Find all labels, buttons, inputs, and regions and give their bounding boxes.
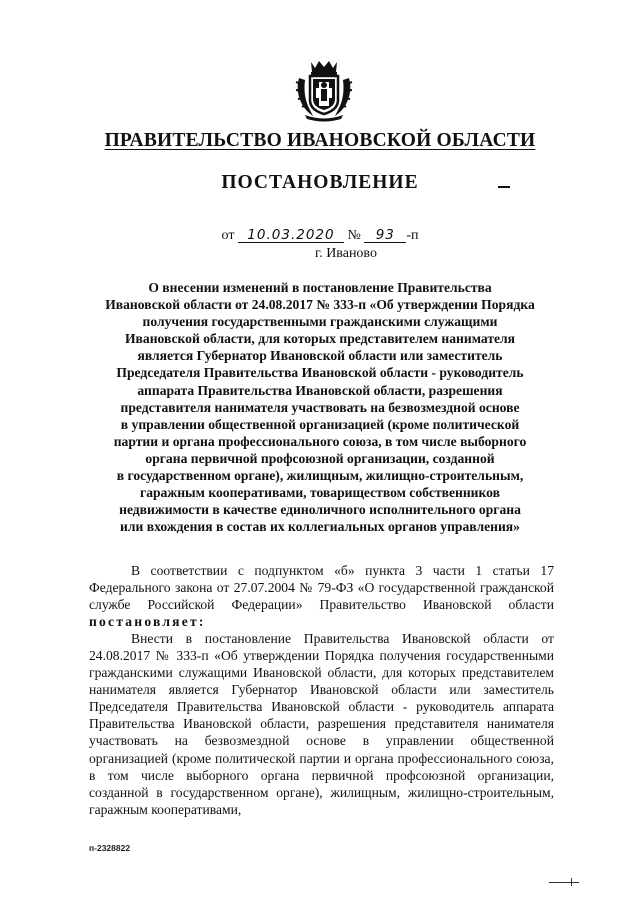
city-name: г. Иваново — [315, 246, 377, 261]
subject-line: Ивановской области, для которых представителем нанимателя — [124, 331, 516, 347]
subject-line: О внесении изменений в постановление Правительства — [148, 280, 492, 295]
date-prefix: от — [221, 228, 235, 243]
decorative-dash — [498, 186, 510, 188]
preamble-paragraph — [89, 562, 554, 630]
subject-line: или вхождения в состав их коллегиальных органов управления» — [120, 519, 520, 535]
number-suffix: -п — [406, 228, 419, 243]
page-corner-tick — [571, 878, 572, 886]
subject-line: гаражным кооперативами, товариществом собственников — [140, 485, 500, 501]
preamble-text: В соответствии с подпунктом «б» пункта 3 части 1 статьи 17 Федерального закона от 27.07.2004 № 79-ФЗ «О государственной гражданской службе Российской Федерации» Правительство Ивановской области — [89, 563, 554, 613]
subject-line: Ивановской области от 24.08.2017 № 333-п «Об утверждении Порядка — [105, 297, 535, 313]
amendment-paragraph: Внести в постановление Правительства Ивановской области от 24.08.2017 № 333-п «Об утверждении Порядка получения государственными гражданскими служащими Ивановской области, для которых представителем нанимателя является Губернатор Ивановской области или заместитель Председателя Правительства Ивановской области - руководитель аппарата Правительства Ивановской области, разрешения представителя нанимателя участвовать на безвозмездной основе в управлении общественной организацией (кроме политической партии и органа профессионального союза, в том числе выборного органа первичной профсоюзной организации, созданной в государственном органе), жилищным, жилищно-строительным, гаражным кооперативами, — [89, 631, 554, 817]
number-sign: № — [347, 228, 361, 243]
organization-title: ПРАВИТЕЛЬСТВО ИВАНОВСКОЙ ОБЛАСТИ — [104, 130, 536, 151]
coat-of-arms-icon — [293, 58, 355, 122]
subject-line: партии и органа профессионального союза, в том числе выборного — [113, 433, 527, 449]
subject-line: аппарата Правительства Ивановской области, разрешения — [137, 382, 503, 398]
document-date: 10.03.2020 — [238, 228, 344, 243]
page-corner-mark — [549, 882, 579, 883]
subject-line: получения государственными гражданскими служащими — [142, 314, 498, 330]
document-subject — [85, 279, 555, 535]
subject-line: является Губернатор Ивановской области или заместитель — [137, 348, 503, 364]
subject-line: в государственном органе), жилищным, жилищно-строительным, — [116, 468, 524, 484]
date-number-line — [0, 228, 640, 244]
document-code: п-2328822 — [89, 843, 131, 853]
document-type-title: ПОСТАНОВЛЕНИЕ — [221, 172, 419, 193]
document-number: 93 — [364, 228, 406, 243]
subject-line: представителя нанимателя участвовать на безвозмездной основе — [120, 399, 520, 415]
document-body — [89, 562, 554, 818]
subject-line: органа первичной профсоюзной организации, созданной — [145, 450, 495, 466]
decree-word: постановляет: — [89, 614, 206, 630]
subject-line: в управлении общественной организацией (кроме политической — [120, 416, 520, 432]
subject-line: недвижимости в качестве единоличного исполнительного органа — [119, 502, 521, 518]
subject-line: Председателя Правительства Ивановской области - руководитель — [116, 365, 524, 381]
